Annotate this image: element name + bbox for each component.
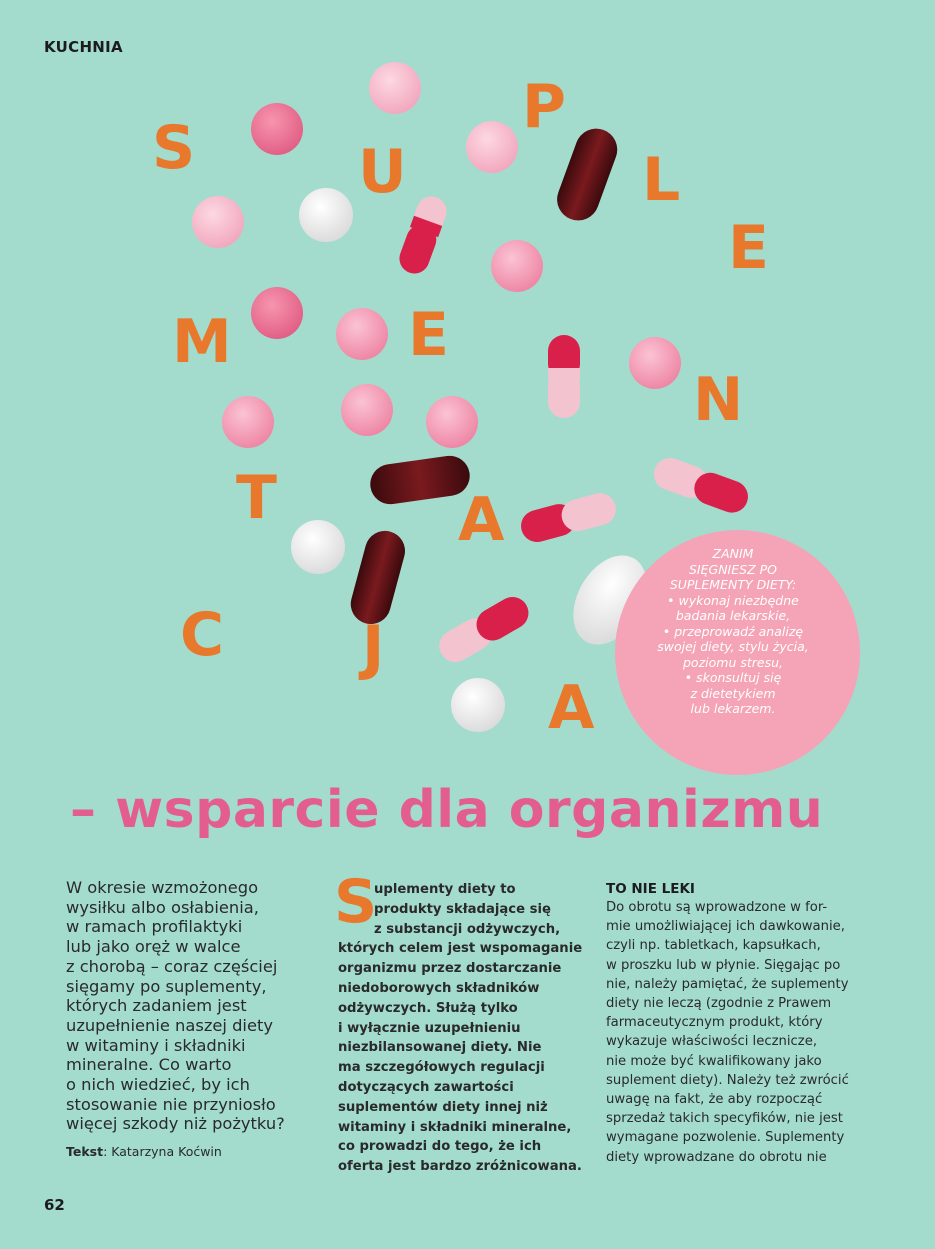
lead-line: suplementów diety innej niż [338, 1099, 548, 1115]
hero-letter: U [358, 137, 407, 207]
section-label: KUCHNIA [44, 38, 123, 56]
lead-paragraph [338, 880, 588, 1177]
tablet-pink [426, 396, 478, 448]
tablet-pink [466, 121, 518, 173]
tablet-white [299, 188, 353, 242]
body-line: farmaceutycznym produkt, który [606, 1015, 823, 1031]
callout-line: • przeprowadź analizę [662, 623, 804, 639]
intro-line: z chorobą – coraz częściej [66, 956, 278, 976]
lead-line: produkty składające się [374, 901, 551, 917]
lead-line: niedoborowych składników [338, 980, 540, 996]
softgel-capsule [368, 453, 473, 507]
body-line: wymagane pozwolenie. Suplementy [606, 1130, 845, 1146]
hero-letter: T [236, 463, 277, 533]
section-heading: TO NIE LEKI [606, 881, 695, 897]
byline-author: : Katarzyna Koćwin [103, 1144, 222, 1159]
hero-letter: S [152, 113, 196, 183]
body-line: diety nie leczą (zgodnie z Prawem [606, 996, 832, 1012]
byline [66, 1144, 222, 1159]
callout-line: poziomu stresu, [683, 654, 783, 670]
lead-line: dotyczących zawartości [338, 1079, 514, 1095]
callout-line: SUPLEMENTY DIETY: [669, 577, 797, 592]
lead-line: odżywczych. Służą tylko [338, 1000, 518, 1016]
capsule-red-pink [649, 454, 752, 518]
lead-line: ma szczegółowych regulacji [338, 1060, 545, 1076]
callout-line: ZANIM [712, 546, 754, 561]
intro-line: lub jako oręż w walce [66, 937, 241, 957]
tablet-pink [251, 103, 303, 155]
tablet-pink [369, 62, 421, 114]
tablet-pink [336, 308, 388, 360]
callout-line: • skonsultuj się [684, 670, 782, 685]
intro-line: mineralne. Co warto [66, 1055, 232, 1075]
tablet-white [451, 678, 505, 732]
intro-line: których zadaniem jest [66, 996, 247, 1016]
capsule-red-pink [548, 335, 580, 418]
callout-line: badania lekarskie, [675, 608, 791, 623]
hero-letter: M [172, 307, 232, 377]
lead-line: których celem jest wspomaganie [338, 941, 583, 957]
callout-line: swojej diety, stylu życia, [657, 639, 809, 654]
lead-line: z substancji odżywczych, [374, 921, 561, 937]
intro-paragraph [66, 878, 326, 1134]
hero-letter: E [408, 300, 449, 370]
lead-line: niezbilansowanej diety. Nie [338, 1040, 542, 1056]
hero-letter: P [522, 72, 566, 142]
hero-letter: L [642, 145, 681, 215]
body-line: nie, należy pamiętać, że suplementy [606, 976, 849, 992]
intro-line: wysiłku albo osłabienia, [66, 897, 259, 917]
tablet-pink [491, 240, 543, 292]
lead-line: i wyłącznie uzupełnieniu [338, 1020, 521, 1036]
hero-letter: A [458, 485, 505, 555]
capsule-red-pink [517, 490, 619, 546]
lead-line: oferta jest bardzo zróżnicowana. [338, 1159, 582, 1175]
intro-line: w ramach profilaktyki [66, 917, 243, 937]
body-line: czyli np. tabletkach, kapsułkach, [606, 938, 821, 954]
body-line: wykazuje właściwości lecznicze, [606, 1034, 818, 1050]
tablet-pink [629, 337, 681, 389]
intro-line: stosowanie nie przyniosło [66, 1094, 276, 1114]
body-line: sprzedaż takich specyfików, nie jest [606, 1111, 843, 1127]
lead-line: witaminy i składniki mineralne, [338, 1119, 572, 1135]
tablet-white [291, 520, 345, 574]
page-number: 62 [44, 1196, 65, 1214]
tablet-pink [222, 396, 274, 448]
intro-line: więcej szkody niż pożytku? [66, 1114, 285, 1134]
body-line: suplement diety). Należy też zwrócić [606, 1072, 849, 1088]
callout-text [628, 546, 838, 717]
intro-line: w witaminy i składniki [66, 1035, 246, 1055]
body-line: nie może być kwalifikowany jako [606, 1053, 822, 1069]
hero-letter: E [728, 213, 769, 283]
hero-letter: C [180, 600, 225, 670]
drop-cap: S [334, 867, 378, 937]
intro-line: sięgamy po suplementy, [66, 976, 267, 996]
tablet-pink [341, 384, 393, 436]
headline: – wsparcie dla organizmu [70, 780, 824, 840]
intro-line: uzupełnienie naszej diety [66, 1015, 273, 1035]
callout-line: lub lekarzem. [690, 701, 776, 716]
callout-line: SIĘGNIESZ PO [689, 561, 777, 577]
intro-line: W okresie wzmożonego [66, 878, 259, 897]
callout-line: • wykonaj niezbędne [667, 592, 799, 608]
byline-label: Tekst [66, 1144, 104, 1159]
hero-letter: A [548, 673, 595, 743]
lead-line: uplementy diety to [374, 882, 516, 897]
lead-line: co prowadzi do tego, że ich [338, 1139, 542, 1155]
callout-line: z dietetykiem [690, 685, 776, 701]
body-line: w proszku lub w płynie. Sięgając po [606, 957, 841, 973]
intro-line: o nich wiedzieć, by ich [66, 1075, 250, 1095]
body-line: mie umożliwiającej ich dawkowanie, [606, 919, 845, 935]
body-line: Do obrotu są wprowadzone w for- [606, 900, 828, 915]
lead-line: organizmu przez dostarczanie [338, 961, 562, 977]
capsule-red-pink [433, 591, 534, 668]
body-line: uwagę na fakt, że aby rozpocząć [606, 1092, 823, 1108]
hero-letter: N [693, 365, 744, 435]
tablet-pink [192, 196, 244, 248]
body-line: diety wprowadzane do obrotu nie [606, 1149, 827, 1165]
hero-letter: J [362, 613, 385, 683]
tablet-pink [251, 287, 303, 339]
body-paragraph [606, 898, 866, 1167]
